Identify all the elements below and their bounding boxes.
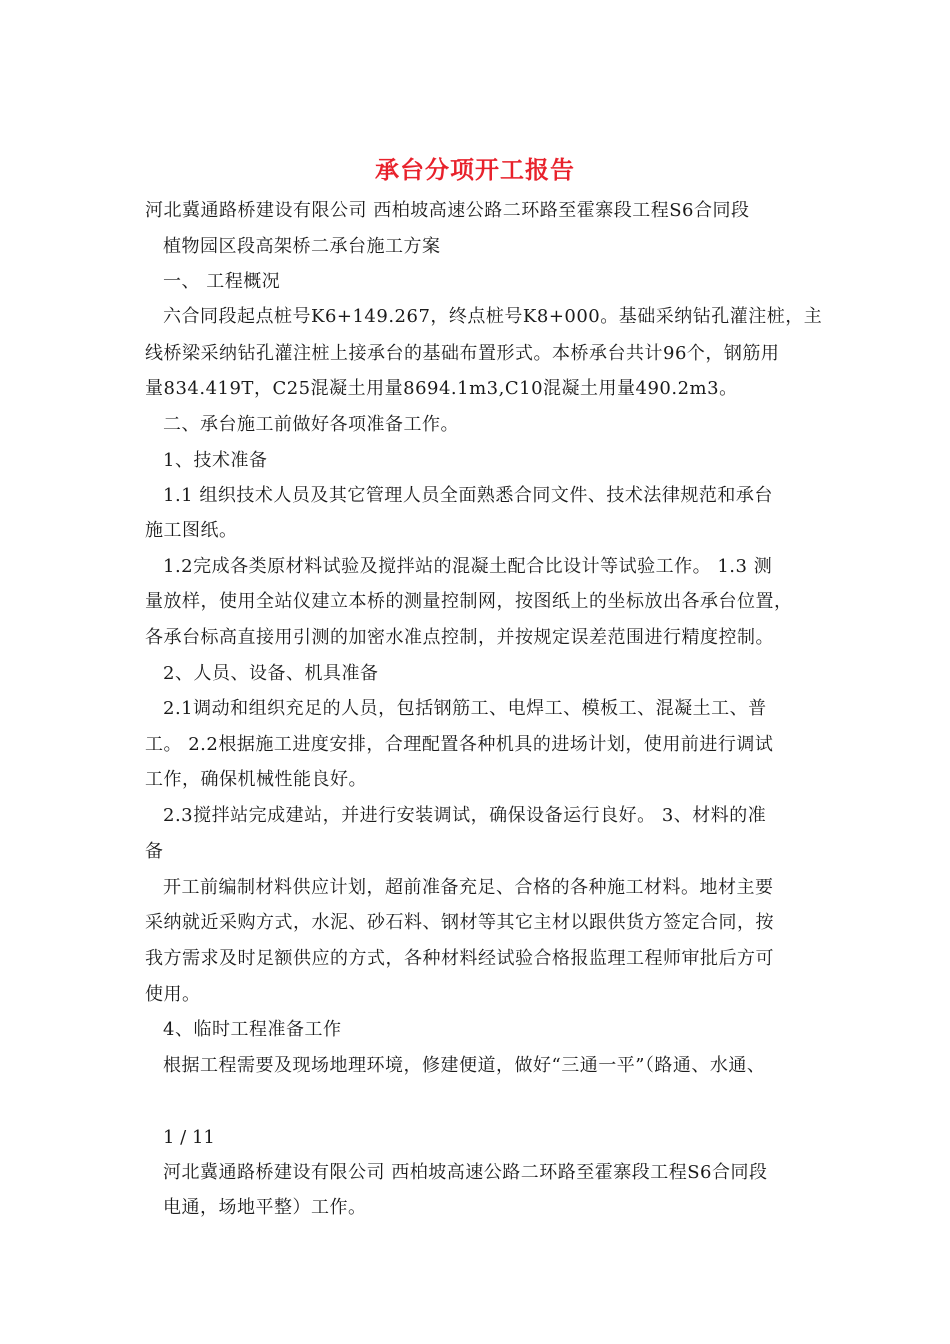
- paragraph-line: 工。 2.2根据施工进度安排，合理配置各种机具的进场计划，使用前进行调试: [145, 734, 774, 755]
- section-heading: 二、承台施工前做好各项准备工作。: [163, 414, 459, 435]
- paragraph-line: 量834.419T，C25混凝土用量8694.1m3,C10混凝土用量490.2m3。: [145, 378, 738, 399]
- plan-title-line: 植物园区段高架桥二承台施工方案: [163, 236, 441, 257]
- paragraph-line: 采纳就近采购方式，水泥、砂石料、钢材等其它主材以跟供货方签定合同，按: [145, 912, 774, 933]
- subsection-heading: 2、人员、设备、机具准备: [163, 663, 379, 684]
- paragraph-line: 1.1 组织技术人员及其它管理人员全面熟悉合同文件、技术法律规范和承台: [163, 485, 773, 506]
- subsection-heading: 1、技术准备: [163, 450, 268, 471]
- paragraph-line: 工作，确保机械性能良好。: [145, 769, 367, 790]
- header-line: 河北冀通路桥建设有限公司 西柏坡高速公路二环路至霍寨段工程S6合同段: [163, 1162, 768, 1183]
- section-heading: 一、 工程概况: [163, 271, 281, 292]
- paragraph-line: 开工前编制材料供应计划，超前准备充足、合格的各种施工材料。地材主要: [163, 877, 774, 898]
- paragraph-line: 我方需求及时足额供应的方式，各种材料经试验合格报监理工程师审批后方可: [145, 948, 774, 969]
- header-line: 河北冀通路桥建设有限公司 西柏坡高速公路二环路至霍寨段工程S6合同段: [145, 200, 750, 221]
- paragraph-line: 线桥梁采纳钻孔灌注桩上接承台的基础布置形式。本桥承台共计96个，钢筋用: [145, 343, 780, 364]
- paragraph-line: 备: [145, 841, 164, 862]
- paragraph-line: 各承台标高直接用引测的加密水准点控制，并按规定误差范围进行精度控制。: [145, 627, 774, 648]
- paragraph-line: 六合同段起点桩号K6+149.267，终点桩号K8+000。基础采纳钻孔灌注桩，主: [163, 306, 823, 327]
- document-title: 承台分项开工报告: [375, 155, 575, 184]
- paragraph-line: 1.2完成各类原材料试验及搅拌站的混凝土配合比设计等试验工作。 1.3 测: [163, 556, 773, 577]
- paragraph-line: 施工图纸。: [145, 520, 238, 541]
- paragraph-line: 根据工程需要及现场地理环境，修建便道，做好“三通一平”（路通、水通、: [163, 1055, 766, 1076]
- paragraph-line: 电通，场地平整）工作。: [163, 1197, 367, 1218]
- paragraph-line: 量放样，使用全站仪建立本桥的测量控制网，按图纸上的坐标放出各承台位置，: [145, 591, 793, 612]
- paragraph-line: 2.1调动和组织充足的人员，包括钢筋工、电焊工、模板工、混凝土工、普: [163, 698, 767, 719]
- page-number: 1 / 11: [163, 1127, 215, 1148]
- paragraph-line: 2.3搅拌站完成建站，并进行安装调试，确保设备运行良好。 3、材料的准: [163, 805, 767, 826]
- subsection-heading: 4、临时工程准备工作: [163, 1019, 342, 1040]
- paragraph-line: 使用。: [145, 984, 201, 1005]
